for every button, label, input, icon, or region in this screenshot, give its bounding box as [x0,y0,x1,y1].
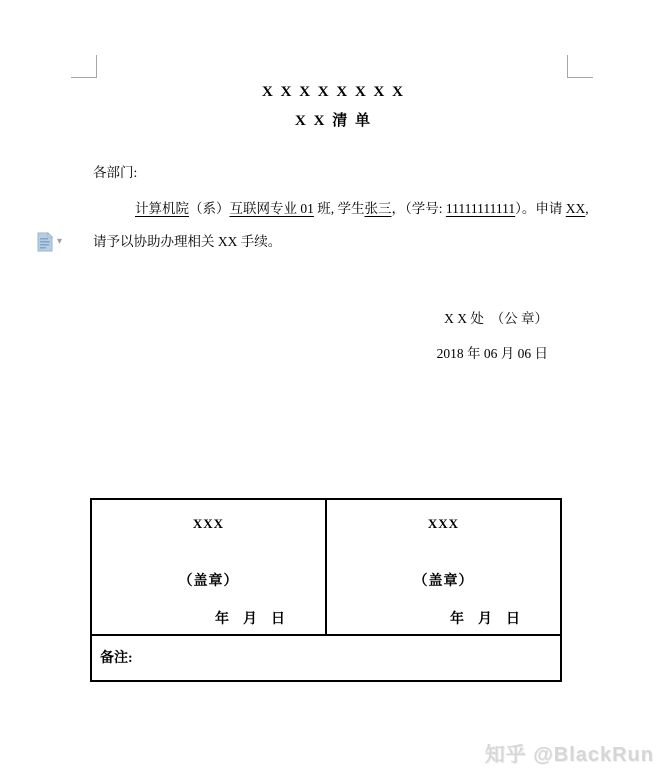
right-cell-org-name: XXX [427,516,460,531]
body-paragraph-line1 [135,201,589,217]
stamp-cell-left [92,500,327,634]
stamp-cell-right [327,500,560,634]
right-cell-seal-label: （盖章） [413,574,474,589]
salutation-text: 各部门: [93,165,138,180]
underlined-apply-item: XX [565,201,586,216]
date-line: 2018 年 06 月 06 日 [436,346,548,361]
left-cell-seal-label: （盖章） [178,574,239,589]
underlined-student-id: 11111111111 [445,201,516,216]
plain-studentid-label: ，（学号: [391,201,446,216]
underlined-student-name: 张三 [364,201,392,216]
left-cell-org-name: XXX [192,516,225,531]
body-paragraph-line2: 请予以协助办理相关 XX 手续。 [93,234,282,249]
zhihu-watermark: 知乎 @BlackRun [484,744,654,766]
signature-office-line: X X 处 （公 章） [444,311,548,326]
dropdown-arrow-icon[interactable]: ▾ [57,236,63,247]
right-cell-date-blanks: 年 月 日 [450,612,520,627]
remark-label: 备注: [100,651,133,666]
paste-options-button[interactable] [35,231,69,255]
document-title-line2: X X 清 单 [295,113,372,129]
stamp-table-top-row [92,500,560,634]
stamp-table [90,498,562,682]
plain-student: 班, 学生 [313,201,365,216]
underlined-major-class: 互联网专业 01 [229,201,314,216]
left-cell-date-blanks: 年 月 日 [215,612,285,627]
document-title-line1: X X X X X X X X [262,84,405,100]
plain-dept: （系） [189,201,230,216]
underlined-college: 计算机院 [135,201,189,216]
text-boundary-mark-top-right-icon [567,55,593,78]
plain-apply: ）。申请 [515,201,566,216]
plain-comma: , [585,201,589,216]
text-boundary-mark-top-left-icon [71,55,97,78]
remark-row [92,634,560,680]
paste-options-icon [37,232,53,252]
